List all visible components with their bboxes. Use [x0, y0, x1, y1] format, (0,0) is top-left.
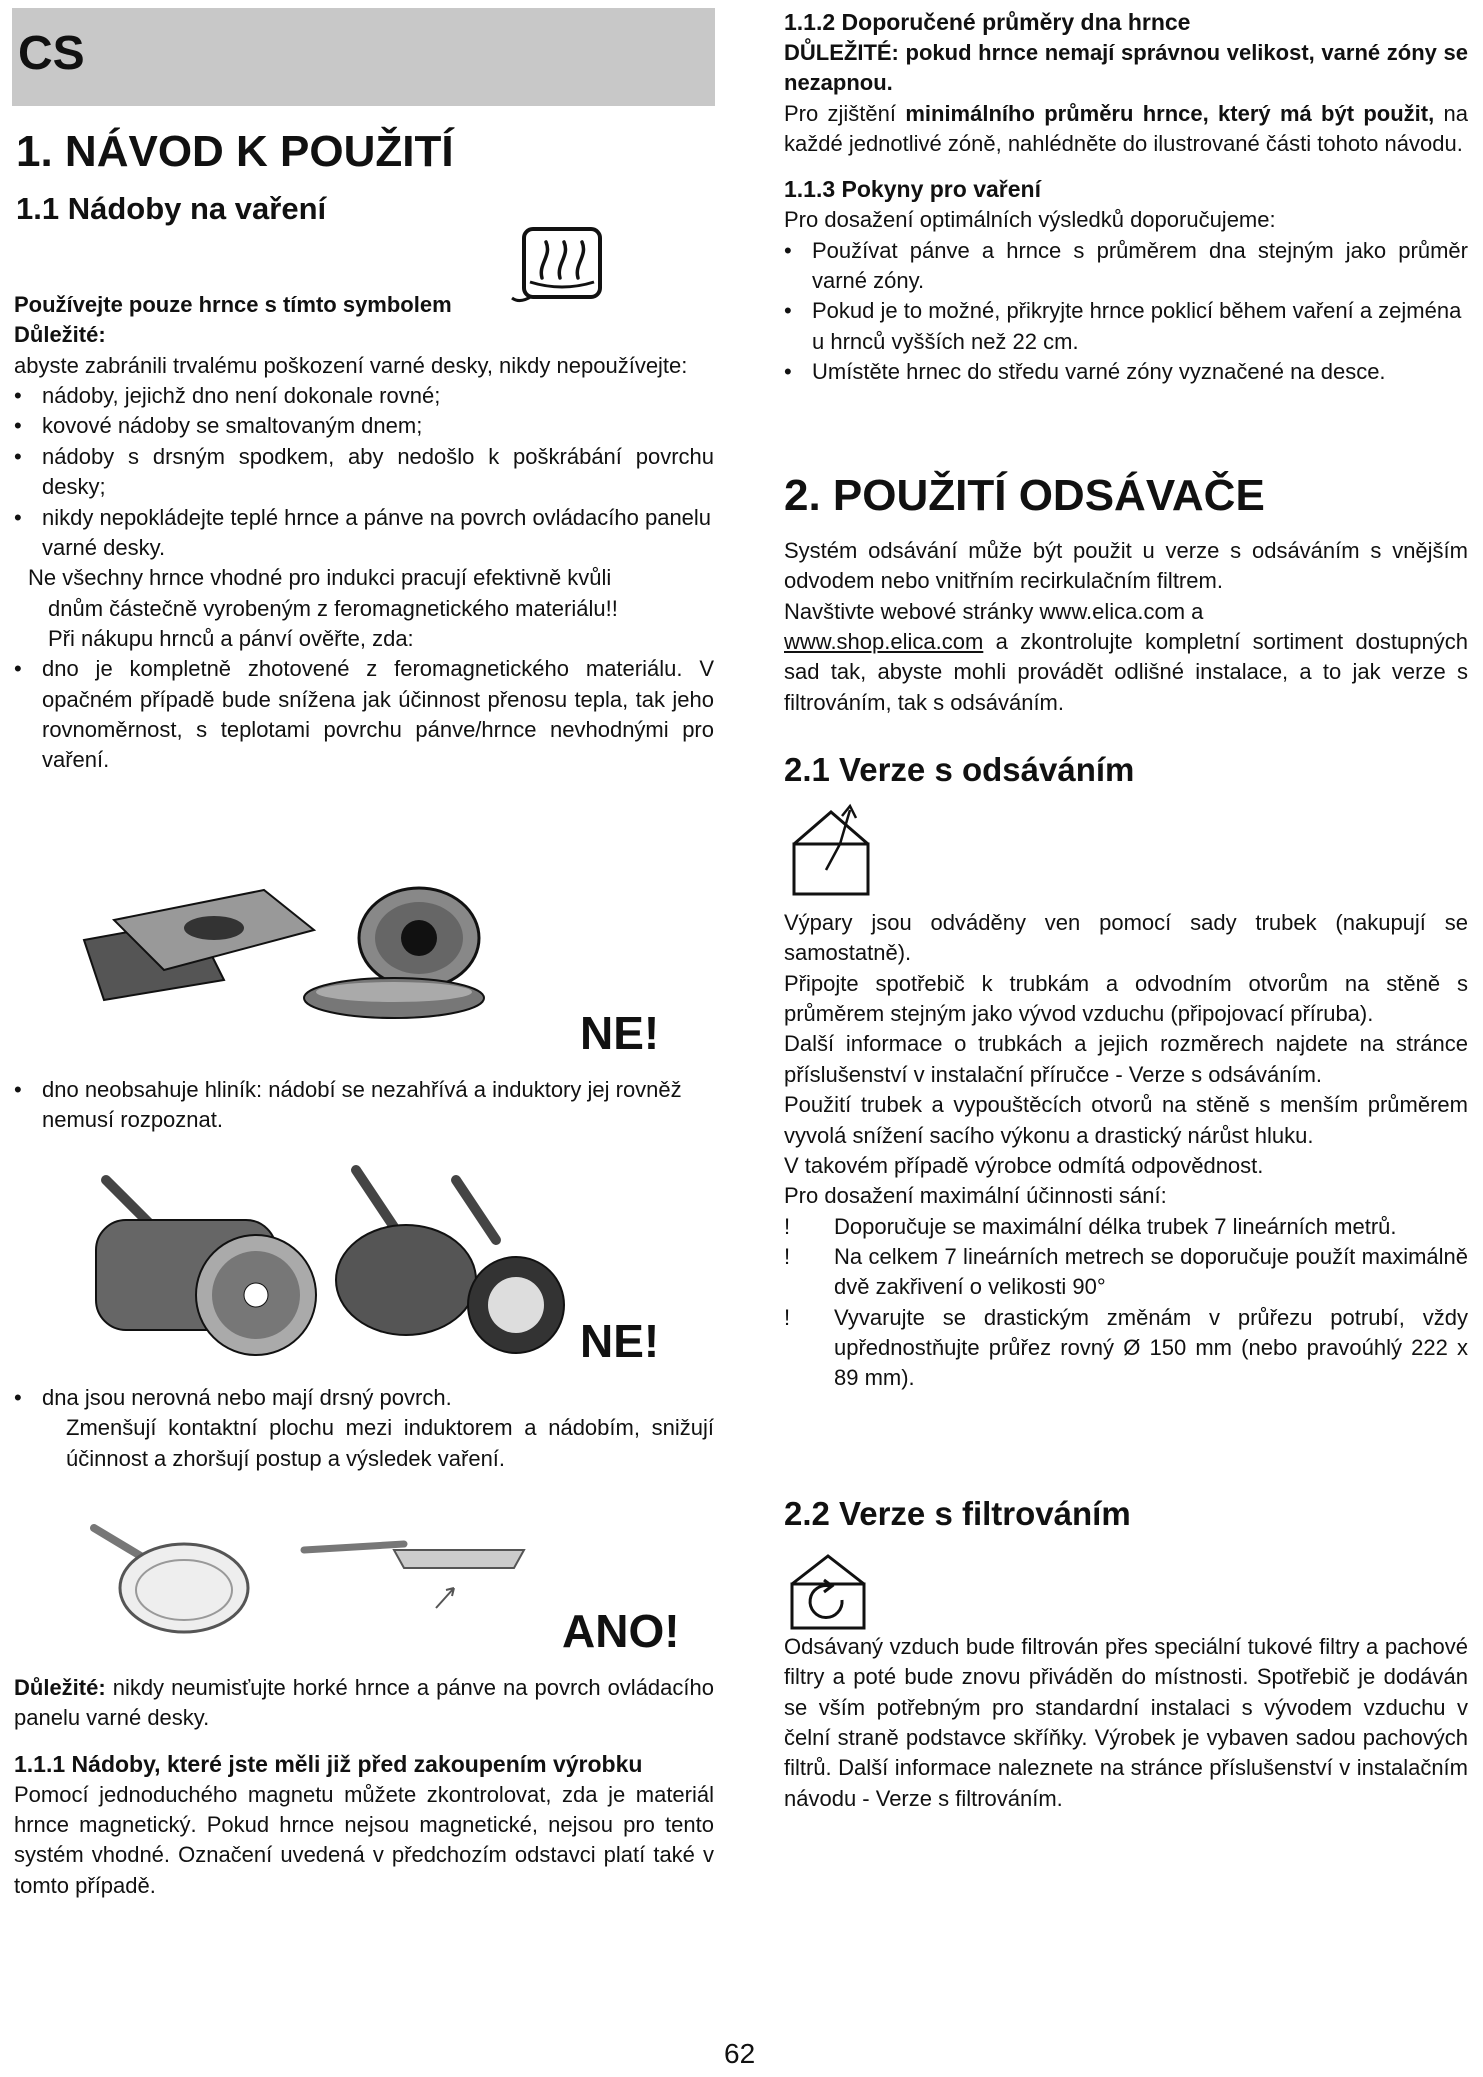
suitable-cookware-illustration [74, 1508, 534, 1638]
list-item: • Pokud je to možné, přikryjte hrnce poklicí během vaření a zejména u hrnců vyšších než 22 cm. [784, 296, 1468, 357]
list-item: • Umístěte hrnec do středu varné zóny vyznačené na desce. [784, 357, 1468, 387]
exclamation-icon: ! [784, 1243, 791, 1269]
important-label: Důležité: [14, 1675, 106, 1700]
section-1-1-1-text: Pomocí jednoduchého magnetu můžete zkontrolovat, zda je materiál hrnce magnetický. Pokud hrnce nejsou magnetické, nejsou pro tento systém vhodné. Označení uvedená v předchozím odstavci platí také v tomto případě. [14, 1781, 714, 1898]
exclamation-icon: ! [784, 1213, 791, 1239]
bullet-icon: • [784, 237, 792, 263]
avoid-intro: abyste zabránili trvalému poškození varné desky, nikdy nepoužívejte: [14, 352, 688, 378]
list-item: ! Doporučuje se maximální délka trubek 7 lineárních metrů. [784, 1212, 1468, 1242]
page-number: 62 [724, 2038, 756, 2069]
bullet-icon: • [14, 1077, 22, 1102]
uneven-detail: Zmenšují kontaktní plochu mezi induktorem a nádobím, snižují účinnost a zhoršují postup a výsledek vaření. [66, 1415, 714, 1471]
unsuitable-cookware-illustration-1 [74, 880, 534, 1030]
bullet-icon: • [14, 1385, 22, 1410]
list-item: • nikdy nepokládejte teplé hrnce a pánve na povrch ovládacího panelu varné desky. [14, 503, 714, 564]
extraction-text: Připojte spotřebič k trubkám a odvodním otvorům na stěně s průměrem stejným jako vývod vzduchu (připojovací příruba). [784, 970, 1468, 1027]
section-2-1-title: 2.1 Verze s odsáváním [784, 751, 1135, 788]
filter-mode-icon [786, 1550, 870, 1632]
verdict-no-1: NE! [580, 1007, 660, 1059]
important-label: Důležité: [14, 322, 106, 348]
website-text: Navštivte webové stránky www.elica.com a [784, 598, 1204, 624]
not-all-note: Ne všechny hrnce vhodné pro indukci pracují efektivně kvůli [28, 565, 612, 591]
list-item: • nádoby s drsným spodkem, aby nedošlo k poškrábání povrchu desky; [14, 442, 714, 503]
unsuitable-cookware-illustration-2 [76, 1160, 576, 1360]
list-item: • dno neobsahuje hliník: nádobí se nezahřívá a induktory jej rovněž nemusí rozpoznat. [14, 1075, 714, 1136]
extraction-text: V takovém případě výrobce odmítá odpovědnost. [784, 1152, 1264, 1178]
important-note: nikdy neumisťujte horké hrnce a pánve na povrch ovládacího panelu varné desky. [14, 1675, 714, 1731]
section-2-2-title: 2.2 Verze s filtrováním [784, 1495, 1131, 1532]
verdict-no-2: NE! [580, 1315, 660, 1367]
list-item: • kovové nádoby se smaltovaným dnem; [14, 411, 714, 441]
bullet-icon: • [14, 504, 22, 530]
bullet-icon: • [14, 443, 22, 469]
section-1-1-title: 1.1 Nádoby na vaření [16, 191, 327, 226]
cooking-intro: Pro dosažení optimálních výsledků doporučujeme: [784, 207, 1276, 233]
use-symbol-note: Používejte pouze hrnce s tímto symbolem [14, 292, 452, 317]
exclamation-icon: ! [784, 1304, 791, 1330]
section-1-1-2-title: 1.1.2 Doporučené průměry dna hrnce [784, 9, 1191, 35]
extraction-text: Další informace o trubkách a jejich rozměrech najdete na stránce příslušenství v instalační příručce - Verze s odsáváním. [784, 1031, 1468, 1087]
extraction-mode-icon [786, 800, 876, 900]
list-item: • nádoby, jejichž dno není dokonale rovné; [14, 381, 714, 411]
list-item: • dno je kompletně zhotovené z feromagnetického materiálu. V opačném případě bude snížena jak účinnost přenosu tepla, tak jeho rovnoměrnost, s teplotami povrchu pánve/hrnce nevhodnými pro vaření. [14, 654, 714, 775]
bullet-icon: • [784, 298, 792, 324]
shop-link[interactable]: www.shop.elica.com [784, 629, 984, 655]
list-item: • Používat pánve a hrnce s průměrem dna stejným jako průměr varné zóny. [784, 236, 1468, 297]
filter-text: Odsávaný vzduch bude filtrován přes speciální tukové filtry a pachové filtry a poté bude znovu přiváděn do místnosti. Spotřebič je dodáván se vším potřebným pro standardní instalaci s vývodem vzduchu v čelní straně podstavce skříňky. Výrobek je vybaven sadou pachových filtrů. Další informace naleznete na stránce příslušenství v instalačním návodu - Verze s filtrováním. [784, 1634, 1468, 1811]
bullet-icon: • [14, 656, 22, 682]
verdict-yes: ANO! [562, 1605, 680, 1657]
extraction-text: Pro dosažení maximální účinnosti sání: [784, 1183, 1167, 1209]
bullet-icon: • [14, 383, 22, 409]
list-item: • dna jsou nerovná nebo mají drsný povrch. [14, 1383, 714, 1413]
important-size-note: DŮLEŽITÉ: pokud hrnce nemají správnou velikost, varné zóny se nezapnou. [784, 39, 1468, 96]
language-tab [12, 8, 715, 106]
section-1-1-3-title: 1.1.3 Pokyny pro vaření [784, 176, 1041, 203]
language-code: CS [18, 27, 85, 80]
not-all-note-cont: dnům částečně vyrobeným z feromagnetického materiálu!! [48, 595, 618, 621]
bullet-icon: • [14, 413, 22, 439]
section-1-1-1-title: 1.1.1 Nádoby, které jste měli již před zakoupením výrobku [14, 1750, 643, 1777]
section-1-title: 1. NÁVOD K POUŽITÍ [16, 127, 454, 176]
buying-note: Při nákupu hrnců a pánví ověřte, zda: [48, 625, 414, 651]
list-item: ! Na celkem 7 lineárních metrech se doporučuje použít maximálně dvě zakřivení o velikosti 90° [784, 1242, 1468, 1303]
list-item: ! Vyvarujte se drastickým změnám v průřezu potrubí, vždy upřednostňujte průřez rovný Ø 150 mm (nebo pravoúhlý 222 x 89 mm). [784, 1303, 1468, 1394]
hood-system-text: Systém odsávání může být použit u verze s odsáváním s vnějším odvodem nebo vnitřním recirkulačním filtrem. [784, 538, 1468, 594]
extraction-text: Použití trubek a vypouštěcích otvorů na stěně s menším průměrem vyvolá snížení sacího výkonu a drastický nárůst hluku. [784, 1092, 1468, 1148]
extraction-text: Výpary jsou odváděny ven pomocí sady trubek (nakupují se samostatně). [784, 910, 1468, 966]
section-2-title: 2. POUŽITÍ ODSÁVAČE [784, 471, 1265, 520]
bullet-icon: • [784, 359, 792, 385]
